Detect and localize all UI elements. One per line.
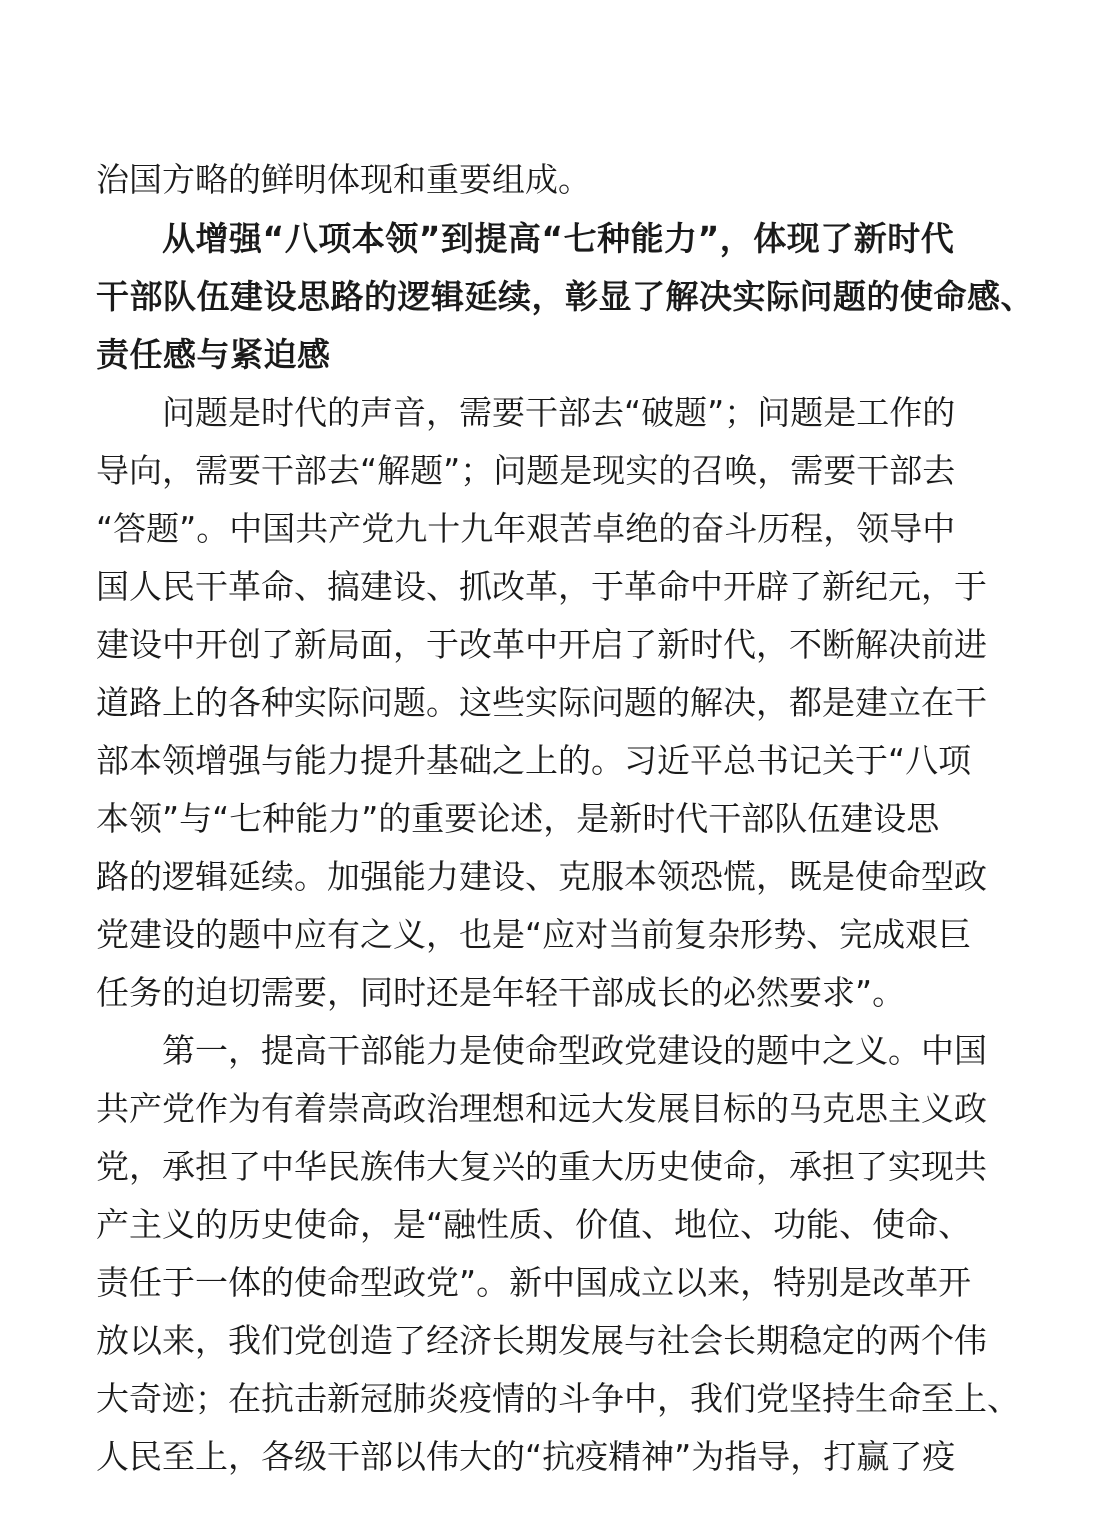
paragraph-line: “答题”。中国共产党九十九年艰苦卓绝的奋斗历程，领导中 [96,509,956,548]
paragraph-line: 责任于一体的使命型政党”。新中国成立以来，特别是改革开 [96,1263,972,1302]
paragraph-line: 路的逻辑延续。加强能力建设、克服本领恐慌，既是使命型政 [96,857,987,896]
paragraph-line: 第一，提高干部能力是使命型政党建设的题中之义。中国 [162,1031,987,1070]
paragraph-line: 放以来，我们党创造了经济长期发展与社会长期稳定的两个伟 [96,1321,987,1360]
paragraph-line: 国人民干革命、搞建设、抓改革，于革命中开辟了新纪元，于 [96,567,987,606]
paragraph-line: 问题是时代的声音，需要干部去“破题”；问题是工作的 [162,393,956,432]
paragraph-line: 部本领增强与能力提升基础之上的。习近平总书记关于“八项 [96,741,972,780]
paragraph-line: 建设中开创了新局面，于改革中开启了新时代，不断解决前进 [96,625,987,664]
paragraph-line: 党，承担了中华民族伟大复兴的重大历史使命，承担了实现共 [96,1147,987,1186]
paragraph-line: 道路上的各种实际问题。这些实际问题的解决，都是建立在干 [96,683,987,722]
section-heading-line: 从增强“八项本领”到提高“七种能力”，体现了新时代 [162,219,955,258]
paragraph-line: 大奇迹；在抗击新冠肺炎疫情的斗争中，我们党坚持生命至上、 [96,1379,1020,1418]
section-heading-line: 干部队伍建设思路的逻辑延续，彰显了解决实际问题的使命感、 [96,277,1034,316]
paragraph-line: 任务的迫切需要，同时还是年轻干部成长的必然要求”。 [96,973,906,1012]
paragraph-line: 共产党作为有着崇高政治理想和远大发展目标的马克思主义政 [96,1089,987,1128]
paragraph-line: 本领”与“七种能力”的重要论述，是新时代干部队伍建设思 [96,799,940,838]
paragraph-line: 产主义的历史使命，是“融性质、价值、地位、功能、使命、 [96,1205,972,1244]
paragraph-line: 治国方略的鲜明体现和重要组成。 [96,160,591,199]
section-heading-line: 责任感与紧迫感 [96,335,331,374]
paragraph-line: 导向，需要干部去“解题”；问题是现实的召唤，需要干部去 [96,451,956,490]
paragraph-line: 党建设的题中应有之义，也是“应对当前复杂形势、完成艰巨 [96,915,972,954]
paragraph-line: 人民至上，各级干部以伟大的“抗疫精神”为指导，打赢了疫 [96,1437,956,1476]
